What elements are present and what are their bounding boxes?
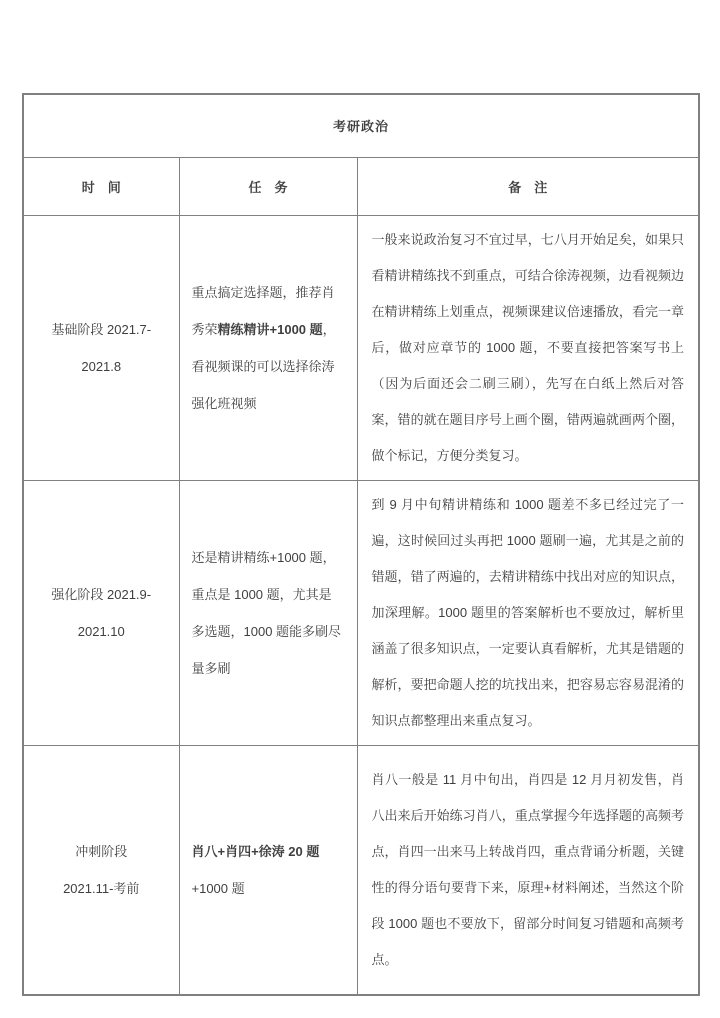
task-cell (179, 745, 357, 995)
table-row-basic-phase (23, 215, 699, 480)
task-cell (179, 215, 357, 480)
document-page (22, 93, 698, 996)
time-line: 2021.11-考前 (63, 880, 140, 896)
title-row (23, 94, 699, 157)
task-text: ，看视频课的可以选择徐涛强化班视频 (191, 321, 336, 411)
task-text: +1000 题 (191, 880, 245, 896)
time-line: 冲刺阶段 (75, 843, 128, 859)
time-cell (23, 745, 179, 995)
task-text-bold: 精练精讲+1000 题 (217, 321, 323, 337)
note-cell: 一般来说政治复习不宜过早，七八月开始足矣，如果只看精讲精练找不到重点，可结合徐涛视频，边看视频边在精讲精练上划重点，视频课建议倍速播放，看完一章后，做对应章节的 1000 题，不要直接把答案写书上（因为后面还会二刷三刷），先写在白纸上然后对答案，错的就在题目序号上画个圈，错两遍就画两个圈，做个标记，方便分类复习。 (357, 215, 699, 480)
table-row-strengthen-phase (23, 480, 699, 745)
study-plan-table (22, 93, 700, 996)
time-cell (23, 480, 179, 745)
note-cell: 到 9 月中旬精讲精练和 1000 题差不多已经过完了一遍，这时候回过头再把 1000 题刷一遍，尤其是之前的错题，错了两遍的，去精讲精练中找出对应的知识点，加深理解。1000 题里的答案解析也不要放过，解析里涵盖了很多知识点，一定要认真看解析，尤其是错题的解析，要把命题人挖的坑找出来，把容易忘容易混淆的知识点都整理出来重点复习。 (357, 480, 699, 745)
header-row (23, 157, 699, 215)
column-header-note: 备 注 (357, 157, 699, 215)
column-header-task: 任 务 (179, 157, 357, 215)
task-text: 重点搞定选择题，推荐肖秀荣 (191, 284, 335, 337)
time-line: 2021.8 (81, 358, 122, 374)
time-cell (23, 215, 179, 480)
time-line: 强化阶段 2021.9- (51, 586, 152, 602)
time-line: 2021.10 (77, 623, 125, 639)
note-cell: 肖八一般是 11 月中旬出，肖四是 12 月月初发售，肖八出来后开始练习肖八，重点掌握今年选择题的高频考点，肖四一出来马上转战肖四，重点背诵分析题，关键性的得分语句要背下来，原理+材料阐述，当然这个阶段 1000 题也不要放下，留部分时间复习错题和高频考点。 (357, 745, 699, 995)
page-title: 考研政治 (23, 94, 699, 157)
task-text: 还是精讲精练+1000 题，重点是 1000 题，尤其是多选题，1000 题能多刷尽量多刷 (191, 549, 342, 676)
task-cell (179, 480, 357, 745)
column-header-time: 时 间 (23, 157, 179, 215)
task-text-bold: 肖八+肖四+徐涛 20 题 (191, 843, 320, 859)
table-row-sprint-phase (23, 745, 699, 995)
time-line: 基础阶段 2021.7- (51, 321, 152, 337)
